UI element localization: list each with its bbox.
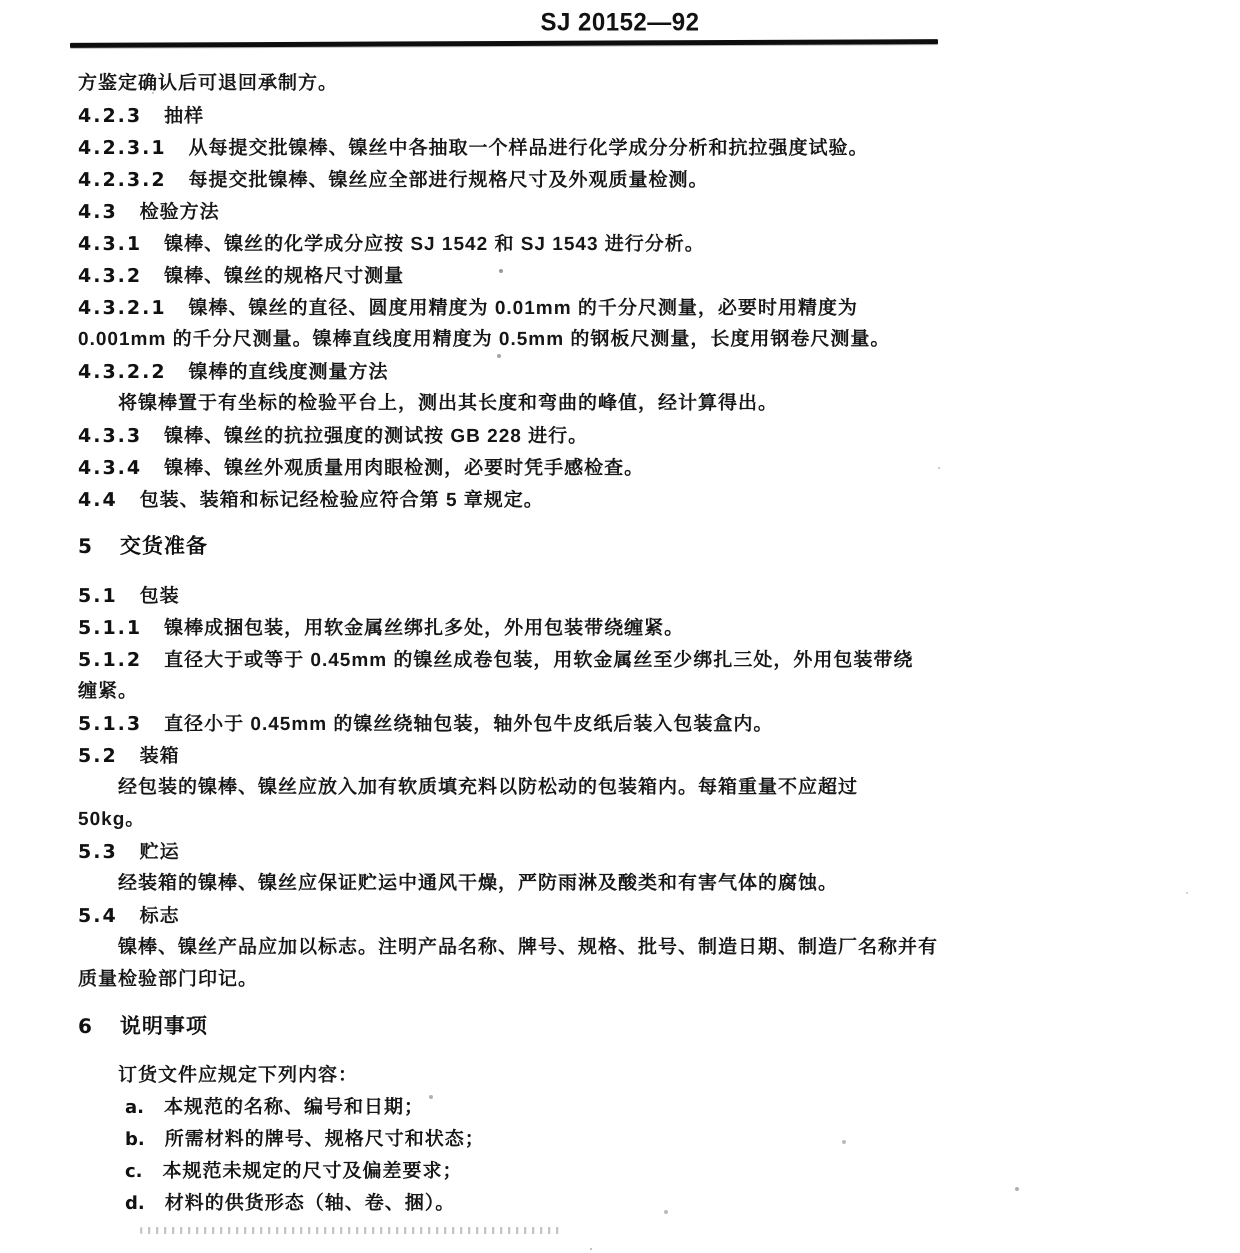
doc-line (78, 676, 1240, 708)
section-number: 4.3.4 (78, 457, 143, 479)
line-text: 方鉴定确认后可退回承制方。 (78, 73, 339, 94)
doc-line (78, 772, 1240, 804)
line-text: 装箱 (139, 746, 180, 767)
doc-line (78, 420, 1240, 452)
doc-line (78, 228, 1240, 260)
doc-line (78, 100, 1240, 132)
line-text: 镍棒、镍丝的抗拉强度的测试按 GB 228 进行。 (164, 426, 589, 447)
line-text: 镍棒的直线度测量方法 (188, 362, 389, 383)
doc-line (78, 1060, 1240, 1092)
section-number: d. (125, 1193, 145, 1214)
line-text: 材料的供货形态（轴、卷、捆）。 (164, 1193, 456, 1214)
line-text: 订货文件应规定下列内容： (118, 1065, 359, 1086)
line-text: 交货准备 (119, 535, 208, 558)
doc-number: SJ 20152—92 (540, 8, 700, 37)
line-text: 经包装的镍棒、镍丝应放入加有软质填充料以防松动的包装箱内。每箱重量不应超过 (118, 777, 859, 798)
doc-line (125, 1156, 1240, 1188)
section-number: 6 (78, 1014, 94, 1038)
scan-noise-strip (140, 1227, 560, 1234)
section-number: 4.3 (78, 201, 118, 223)
doc-line (78, 964, 1240, 996)
doc-line (78, 452, 1240, 484)
line-text: 抽样 (164, 106, 205, 127)
line-text: 50kg。 (78, 809, 146, 830)
line-text: 质量检验部门印记。 (78, 969, 259, 990)
doc-line (78, 868, 1240, 900)
line-text: 镍棒、镍丝产品应加以标志。注明产品名称、牌号、规格、批号、制造日期、制造厂名称并有 (118, 937, 939, 958)
doc-line (78, 356, 1240, 388)
line-text: 将镍棒置于有坐标的检验平台上，测出其长度和弯曲的峰值，经计算得出。 (118, 393, 779, 414)
doc-line (78, 484, 1240, 516)
doc-line (78, 132, 1240, 164)
doc-line (78, 900, 1240, 932)
line-text: 每提交批镍棒、镍丝应全部进行规格尺寸及外观质量检测。 (188, 170, 709, 191)
line-text: 所需材料的牌号、规格尺寸和状态； (164, 1129, 485, 1150)
line-text: 镍棒、镍丝外观质量用肉眼检测，必要时凭手感检查。 (164, 458, 645, 479)
line-text: 镍棒、镍丝的化学成分应按 SJ 1542 和 SJ 1543 进行分析。 (164, 234, 705, 255)
section-number: 4.2.3.2 (78, 169, 167, 191)
line-text: 标志 (139, 906, 180, 927)
doc-line (78, 836, 1240, 868)
section-number: 4.4 (78, 489, 118, 511)
section-number: 5.1.2 (78, 649, 143, 671)
doc-line (78, 260, 1240, 292)
doc-line (78, 740, 1240, 772)
line-text: 镍棒成捆包装，用软金属丝绑扎多处，外用包装带绕缠紧。 (164, 618, 685, 639)
section-number: 5.1.1 (78, 617, 143, 639)
doc-line (125, 1188, 1240, 1220)
section-number: 5.3 (78, 841, 118, 863)
line-text: 镍棒、镍丝的规格尺寸测量 (164, 266, 405, 287)
section-number: a. (125, 1097, 144, 1118)
line-text: 本规范的名称、编号和日期； (163, 1097, 424, 1118)
doc-line (78, 292, 1240, 324)
scan-artifacts (0, 0, 2, 2)
doc-line (78, 804, 1240, 836)
doc-line (78, 68, 1240, 100)
section-number: 5.2 (78, 745, 118, 767)
section-number: c. (125, 1161, 143, 1182)
line-text: 镍棒、镍丝的直径、圆度用精度为 0.01mm 的千分尺测量，必要时用精度为 (188, 298, 858, 319)
doc-line (78, 644, 1240, 676)
section-heading (78, 530, 1240, 562)
page-header (0, 0, 1240, 41)
doc-line (125, 1092, 1240, 1124)
line-text: 检验方法 (139, 202, 220, 223)
section-number: 5 (78, 534, 94, 558)
doc-line (78, 196, 1240, 228)
section-number: 4.3.1 (78, 233, 143, 255)
section-number: 4.3.2.1 (78, 297, 167, 319)
doc-line (78, 708, 1240, 740)
section-number: 4.2.3 (78, 105, 143, 127)
section-number: 4.2.3.1 (78, 137, 167, 159)
line-text: 直径小于 0.45mm 的镍丝绕轴包装，轴外包牛皮纸后装入包装盒内。 (164, 714, 774, 735)
line-text: 包装、装箱和标记经检验应符合第 5 章规定。 (139, 490, 544, 511)
doc-line (78, 164, 1240, 196)
line-text: 本规范未规定的尺寸及偏差要求； (162, 1161, 463, 1182)
section-heading (78, 1010, 1240, 1042)
doc-line (78, 388, 1240, 420)
line-text: 说明事项 (119, 1015, 208, 1038)
line-text: 0.001mm 的千分尺测量。镍棒直线度用精度为 0.5mm 的钢板尺测量，长度用钢卷尺测量。 (78, 329, 891, 350)
line-text: 直径大于或等于 0.45mm 的镍丝成卷包装，用软金属丝至少绑扎三处，外用包装带绕 (164, 650, 914, 671)
doc-line (78, 580, 1240, 612)
doc-line (78, 612, 1240, 644)
line-text: 经装箱的镍棒、镍丝应保证贮运中通风干燥，严防雨淋及酸类和有害气体的腐蚀。 (118, 873, 839, 894)
section-number: 4.3.2.2 (78, 361, 167, 383)
section-number: 5.1 (78, 585, 118, 607)
section-number: 5.1.3 (78, 713, 143, 735)
section-number: 4.3.3 (78, 425, 143, 447)
section-number: b. (125, 1129, 145, 1150)
line-text: 从每提交批镍棒、镍丝中各抽取一个样品进行化学成分分析和抗拉强度试验。 (188, 138, 869, 159)
document-body (0, 46, 1240, 1220)
doc-line (125, 1124, 1240, 1156)
line-text: 贮运 (139, 842, 180, 863)
doc-line (78, 324, 1240, 356)
section-number: 4.3.2 (78, 265, 143, 287)
line-text: 缠紧。 (78, 681, 139, 702)
line-text: 包装 (139, 586, 180, 607)
doc-line (78, 932, 1240, 964)
section-number: 5.4 (78, 905, 118, 927)
